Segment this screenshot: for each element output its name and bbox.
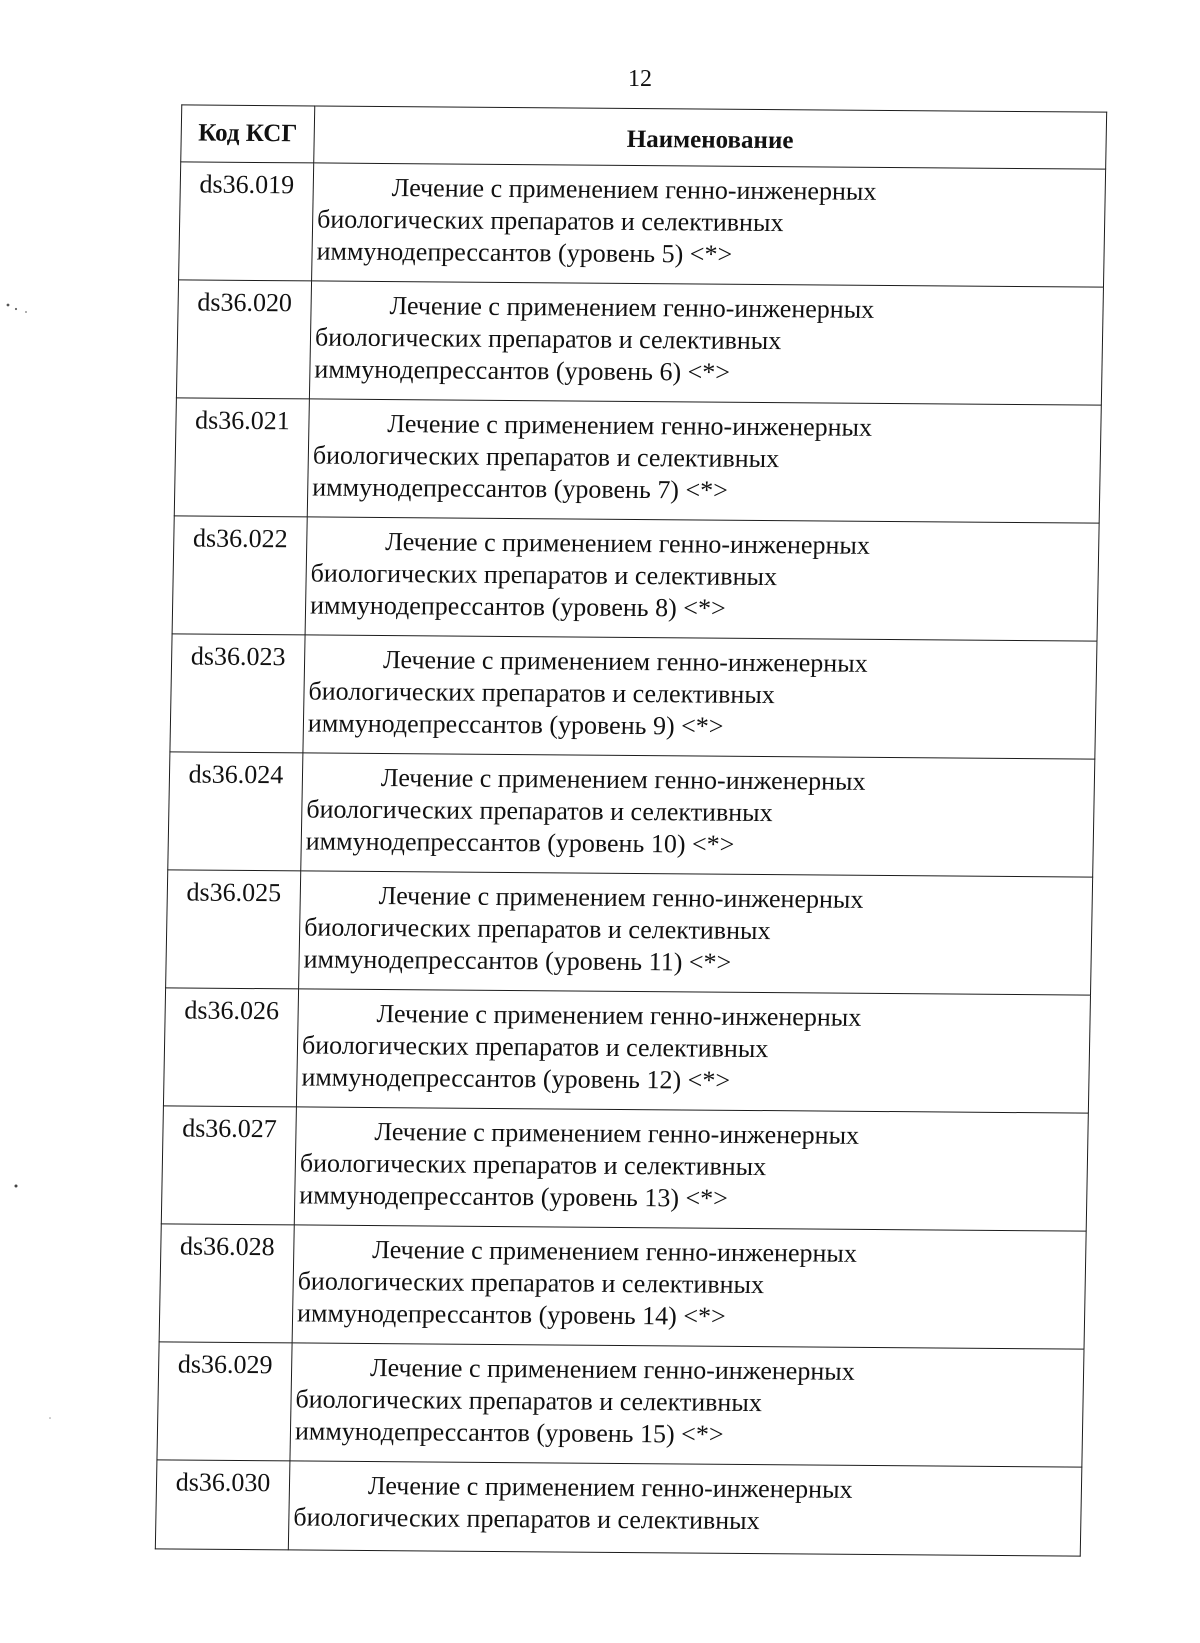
- ksg-name-line: Лечение с применением генно-инженерных: [376, 999, 862, 1032]
- page-number: 12: [628, 66, 652, 92]
- ksg-code-cell: ds36.023: [170, 634, 305, 753]
- ksg-name-line: Лечение с применением генно-инженерных: [374, 1117, 860, 1150]
- column-header-name: Наименование: [314, 106, 1107, 169]
- ksg-code-cell: ds36.019: [179, 162, 314, 281]
- table-row: [157, 1342, 1084, 1467]
- table-row: [161, 1106, 1088, 1231]
- ksg-name-line: биологических препаратов и селективных: [312, 440, 780, 474]
- ksg-name-line: иммунодепрессантов (уровень 15) <*>: [294, 1416, 724, 1449]
- table-row: [174, 398, 1101, 523]
- ksg-name-cell: [296, 989, 1090, 1113]
- ksg-name-line: Лечение с применением генно-инженерных: [372, 1235, 858, 1268]
- ksg-name-line: иммунодепрессантов (уровень 9) <*>: [307, 708, 724, 741]
- ksg-name-line: иммунодепрессантов (уровень 8) <*>: [309, 590, 726, 623]
- ksg-name-cell: [305, 517, 1099, 641]
- ksg-name-line: Лечение с применением генно-инженерных: [367, 1471, 853, 1504]
- ksg-name-cell: [292, 1225, 1086, 1349]
- ksg-name-cell: [301, 753, 1095, 877]
- ksg-code-cell: ds36.021: [174, 398, 309, 517]
- ksg-name-line: биологических препаратов и селективных: [308, 676, 776, 710]
- ksg-code-cell: ds36.030: [155, 1460, 290, 1550]
- table-row: [172, 516, 1099, 641]
- table-row: [155, 1460, 1082, 1556]
- ksg-name-cell: [309, 281, 1103, 405]
- ksg-code-cell: ds36.022: [172, 516, 307, 635]
- table-row: [159, 1224, 1086, 1349]
- scan-specks: [0, 0, 80, 1643]
- ksg-name-line: Лечение с применением генно-инженерных: [389, 291, 875, 324]
- ksg-name-line: биологических препаратов и селективных: [303, 912, 771, 946]
- ksg-name-cell: [294, 1107, 1088, 1231]
- ksg-code-cell: ds36.027: [161, 1106, 296, 1225]
- ksg-table: [155, 104, 1107, 1556]
- ksg-name-line: биологических препаратов и селективных: [293, 1502, 760, 1536]
- ksg-name-cell: [288, 1461, 1082, 1556]
- ksg-name-line: Лечение с применением генно-инженерных: [380, 763, 866, 796]
- table-row: [179, 162, 1106, 287]
- ksg-name-line: биологических препаратов и селективных: [299, 1148, 767, 1182]
- ksg-name-cell: [303, 635, 1097, 759]
- ksg-name-cell: [290, 1343, 1084, 1467]
- table-header-row: [181, 105, 1107, 169]
- ksg-name-line: иммунодепрессантов (уровень 10) <*>: [305, 826, 735, 859]
- ksg-code-cell: ds36.029: [157, 1342, 292, 1461]
- ksg-name-line: биологических препаратов и селективных: [316, 204, 784, 238]
- ksg-code-cell: ds36.028: [159, 1224, 294, 1343]
- ksg-code-cell: ds36.020: [176, 280, 311, 399]
- ksg-code-cell: ds36.025: [166, 870, 301, 989]
- table-body: [155, 162, 1105, 1556]
- ksg-name-line: Лечение с применением генно-инженерных: [387, 409, 873, 442]
- ksg-name-line: иммунодепрессантов (уровень 5) <*>: [316, 236, 733, 269]
- table-row: [168, 752, 1095, 877]
- table-row: [176, 280, 1103, 405]
- ksg-name-cell: [312, 163, 1106, 287]
- ksg-name-line: иммунодепрессантов (уровень 13) <*>: [299, 1180, 729, 1213]
- ksg-name-line: биологических препаратов и селективных: [310, 558, 778, 592]
- ksg-code-cell: ds36.024: [168, 752, 303, 871]
- ksg-name-line: биологических препаратов и селективных: [301, 1030, 769, 1064]
- ksg-name-line: Лечение с применением генно-инженерных: [382, 645, 868, 678]
- ksg-name-line: иммунодепрессантов (уровень 12) <*>: [301, 1062, 731, 1095]
- ksg-name-line: биологических препаратов и селективных: [306, 794, 773, 828]
- column-header-code: Код КСГ: [181, 105, 315, 163]
- ksg-code-cell: ds36.026: [163, 988, 298, 1107]
- ksg-name-line: Лечение с применением генно-инженерных: [378, 881, 864, 914]
- ksg-name-cell: [299, 871, 1093, 995]
- ksg-name-line: иммунодепрессантов (уровень 7) <*>: [312, 472, 729, 505]
- table-row: [170, 634, 1097, 759]
- ksg-name-line: биологических препаратов и селективных: [297, 1266, 765, 1300]
- ksg-name-line: Лечение с применением генно-инженерных: [369, 1353, 856, 1386]
- ksg-name-line: иммунодепрессантов (уровень 11) <*>: [303, 944, 732, 977]
- ksg-name-cell: [307, 399, 1101, 523]
- ksg-name-line: иммунодепрессантов (уровень 6) <*>: [314, 354, 731, 387]
- table-row: [166, 870, 1093, 995]
- ksg-name-line: биологических препаратов и селективных: [314, 322, 782, 356]
- table-row: [163, 988, 1090, 1113]
- ksg-name-line: биологических препаратов и селективных: [295, 1384, 763, 1418]
- ksg-name-line: Лечение с применением генно-инженерных: [391, 173, 877, 206]
- ksg-name-line: Лечение с применением генно-инженерных: [385, 527, 871, 560]
- ksg-name-line: иммунодепрессантов (уровень 14) <*>: [296, 1298, 726, 1331]
